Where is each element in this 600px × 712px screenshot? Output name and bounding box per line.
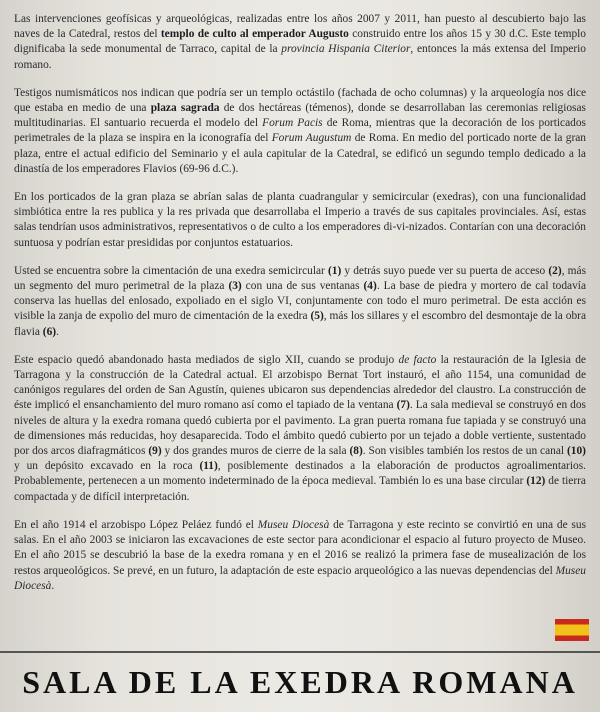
text-run: , más un segmento del muro perimetral de la plaza [14,264,587,293]
italic-text: provincia Hispania Citerior [281,43,411,56]
text-run: construido entre los años 15 y 30 d.C. Este templo dignificaba la sede monumental de Tarraco, capital de la [14,28,586,56]
text-run: y un depósito excavado en la roca [14,460,200,473]
text-run: . [51,579,55,592]
page-title: SALA DE LA EXEDRA ROMANA [22,663,578,700]
paragraph-2 [14,86,586,177]
text-run: Las intervenciones geofísicas y arqueológicas, realizadas entre los años 2007 y 2011, han puesto al descubierto bajo las naves de la Catedral, restos del [14,13,586,41]
text-run: Usted se encuentra sobre la cimentación de una exedra semicircular [14,264,328,277]
text-run: y dos grandes muros de cierre de la sala [161,445,350,458]
text-run: y detrás suyo puede ver su puerta de acceso [341,264,549,277]
italic-text: Forum Augustum [271,132,352,145]
bold-text: (10) [567,445,586,458]
paragraph-1 [14,12,586,73]
paragraph-4 [14,264,586,340]
text-run: de Roma, mientras que la decoración de los porticados perimetrales de la plaza se inspira en la iconografía del [14,117,586,145]
text-run: . La base de piedra y mortero de cal todavía conserva las huellas del enlosado, expoliado en el siglo VI, conjuntamente con todo el muro perimetral. De esta acción es visible la zanja de expolio del muro de cimentación de la exedra [14,280,587,323]
paragraph-6 [14,518,586,594]
italic-text: de facto [398,353,437,366]
text-run: En el año 1914 el arzobispo López Peláez fundó el [14,518,258,531]
italic-text: Museu Diocesà [14,564,586,592]
spain-flag-icon [555,619,589,641]
italic-text: Museu Diocesà [257,518,330,531]
text-run: la restauración de la Iglesia de Tarragona y la construcción de la Catedral actual. El arzobispo Bernat Tort instauró, el año 1154, una comunidad de canónigos regulares del orden de San Agustín, quienes ubicaron sus dependencias alrededor del claustro. La construcción de éste implicó el ensanchamiento del muro romano así como el tapiado de la ventana [14,353,586,412]
bold-text: (5) [310,310,324,323]
text-run: En los porticados de la gran plaza se abrían salas de planta cuadrangular y semicircular (exedras), con una funcionalidad simbiótica entre la res publica y la res privada que desarrollaba el Imperio a través de sus capitales provinciales. Así, estas salas tendrían usos administrativos, representativos o de culto a los emperadores di-vi-nizados. Contarían con una decoración suntuosa y podrían estar presididas por conjuntos estatuarios. [14,191,586,249]
paragraph-3 [14,190,586,251]
text-run: Testigos numismáticos nos indican que podría ser un templo octástilo (fachada de ocho columnas) y la arqueología nos dice que estaba en medio de una [14,86,586,115]
bold-text: (7) [396,399,410,412]
bold-text: (2) [548,264,562,277]
bold-text: (6) [42,325,57,338]
text-run: con una de sus ventanas [241,280,364,293]
text-run: . Son visibles también los restos de un canal [362,445,567,458]
bold-text: (4) [363,280,377,293]
bold-text: (12) [526,475,546,488]
bold-text: (8) [349,445,363,458]
bold-text: plaza sagrada [150,102,220,115]
text-run: , entonces la más extensa del Imperio romano. [14,43,587,71]
bold-text: templo de culto al emperador Augusto [160,28,349,41]
text-run: . La sala medieval se construyó en dos niveles de altura y la exedra romana quedó cubierta por el pavimento. La gran puerta romana fue tapiada y se construyó una de dimensiones más reducidas, hoy desaparecida. Todo el ámbito quedó cubierto por un tejado a doble vertiente, sustentado por dos arcos diafragmáticos [14,399,586,458]
text-run: de Roma. En medio del porticado norte de la gran plaza, entre el actual edificio del Seminario y el aula capitular de la Catedral, se edificó un segundo templo dedicado a la dinastía de los emperadores Flavios (69-96 d.C.). [14,132,586,175]
text-run: de tierra compactada y de difícil interpretación. [14,475,586,503]
text-run: de dos hectáreas (témenos), donde se desarrollaban las ceremonias religiosas multitudinarias. El santuario recuerda el modelo del [14,102,586,130]
bold-text: (3) [228,280,242,293]
text-run: , posiblemente destinados a la elaboración de productos agroalimentarios. Probablemente, pertenecen a un momento indeterminado de la época medieval. También lo es una base circular [14,460,586,488]
bold-text: (11) [199,460,218,473]
paragraph-5 [14,353,586,505]
body-text [14,12,586,607]
bold-text: (9) [148,445,162,458]
text-run: de Tarragona y este recinto se convirtió en una de sus salas. En el año 2003 se iniciaron las excavaciones de este sector para acondicionar el espacio al futuro proyecto de Museo. En el año 2015 se descubrió la base de la exedra romana y en el 2016 se realizó la primera fase de musealización de los restos arqueológicos. Se prevé, en un futuro, la adaptación de este espacio arqueológico a las nuevas dependencias del [14,518,586,577]
title-divider [0,651,600,653]
text-run: Este espacio quedó abandonado hasta mediados de siglo XII, cuando se produjo [14,353,399,366]
text-run: , más los sillares y el escombro del desmontaje de la obra flavia [14,310,587,338]
italic-text: Forum Pacis [262,117,323,130]
text-run: . [56,325,59,338]
bold-text: (1) [327,264,342,277]
